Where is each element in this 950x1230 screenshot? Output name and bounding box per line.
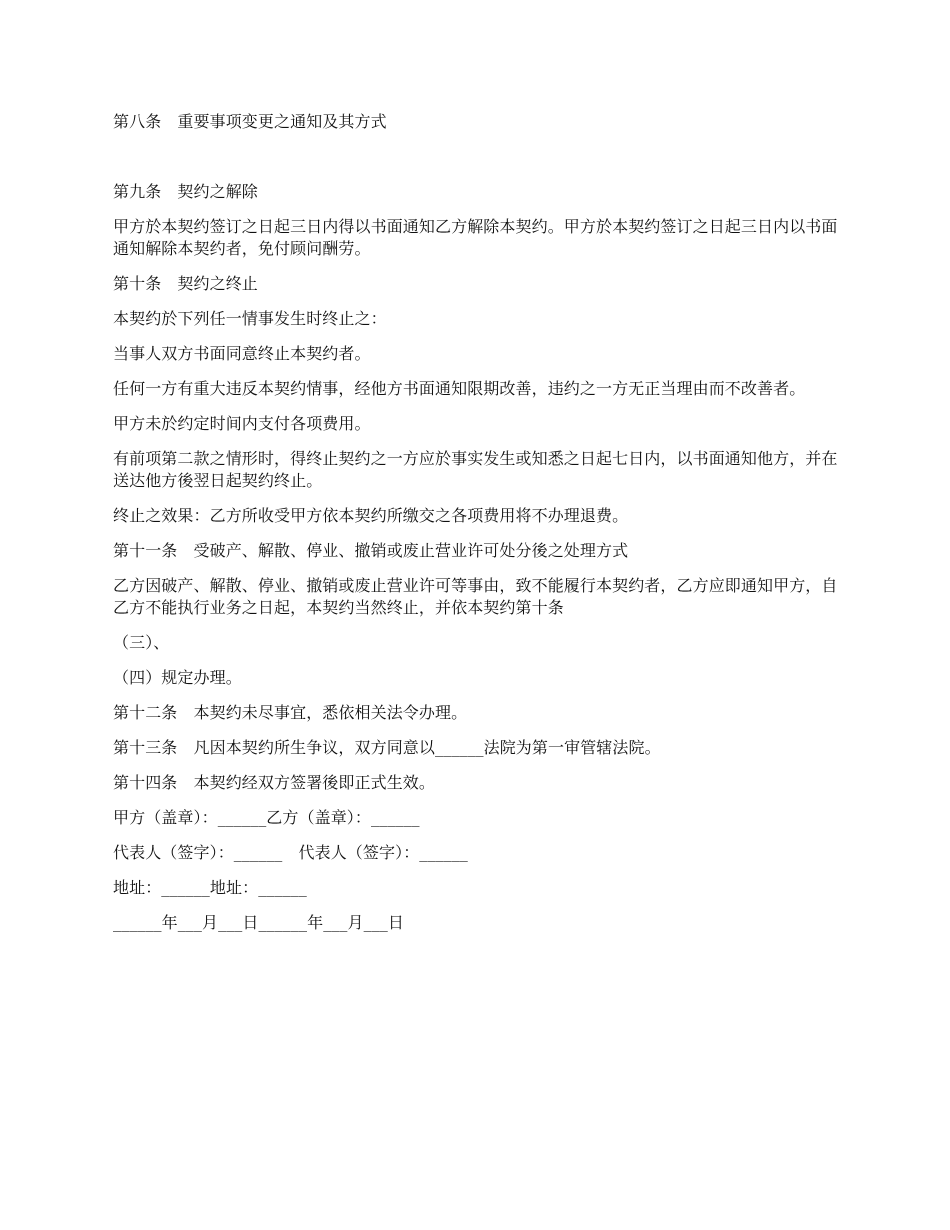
article-11-heading: 第十一条 受破产、解散、停业、撤销或废止营业许可处分後之处理方式 — [113, 541, 629, 560]
article-11-ref-4: （四）规定办理。 — [113, 668, 242, 687]
article-9-body: 甲方於本契约签订之日起三日内得以书面通知乙方解除本契约。甲方於本契约签订之日起三日内以书面通知解除本契约者，免付顾问酬劳。 — [113, 217, 838, 258]
document-body — [113, 111, 843, 947]
article-14: 第十四条 本契约经双方签署後即正式生效。 — [113, 773, 436, 792]
signature-date-line: ______年___月___日______年___月___日 — [113, 913, 404, 932]
signature-seal-line: 甲方（盖章）：______乙方（盖章）：______ — [113, 808, 420, 827]
article-8-heading: 第八条 重要事项变更之通知及其方式 — [113, 112, 387, 131]
article-9-heading: 第九条 契约之解除 — [113, 182, 258, 201]
article-10-intro: 本契约於下列任一情事发生时终止之： — [113, 309, 387, 328]
article-10-item-1: 当事人双方书面同意终止本契约者。 — [113, 344, 371, 363]
article-11-body: 乙方因破产、解散、停业、撤销或废止营业许可等事由，致不能履行本契约者，乙方应即通知甲方，自乙方不能执行业务之日起，本契约当然终止，并依本契约第十条 — [113, 576, 838, 617]
signature-address-line: 地址：______地址：______ — [113, 878, 307, 897]
article-12: 第十二条 本契约未尽事宜，悉依相关法令办理。 — [113, 703, 468, 722]
article-13: 第十三条 凡因本契约所生争议，双方同意以______法院为第一审管辖法院。 — [113, 738, 661, 757]
article-10-effect: 终止之效果：乙方所收受甲方依本契约所缴交之各项费用将不办理退费。 — [113, 506, 629, 525]
article-10-heading: 第十条 契约之终止 — [113, 274, 258, 293]
article-11-ref-3: （三）、 — [113, 633, 170, 652]
article-10-notice: 有前项第二款之情形时，得终止契约之一方应於事实发生或知悉之日起七日内，以书面通知他方，并在送达他方後翌日起契约终止。 — [113, 449, 838, 490]
signature-representative-line: 代表人（签字）：______ 代表人（签字）：______ — [113, 843, 468, 862]
article-10-item-2: 任何一方有重大违反本契约情事，经他方书面通知限期改善，违约之一方无正当理由而不改善者。 — [113, 379, 806, 398]
article-10-item-3: 甲方未於约定时间内支付各项费用。 — [113, 414, 371, 433]
